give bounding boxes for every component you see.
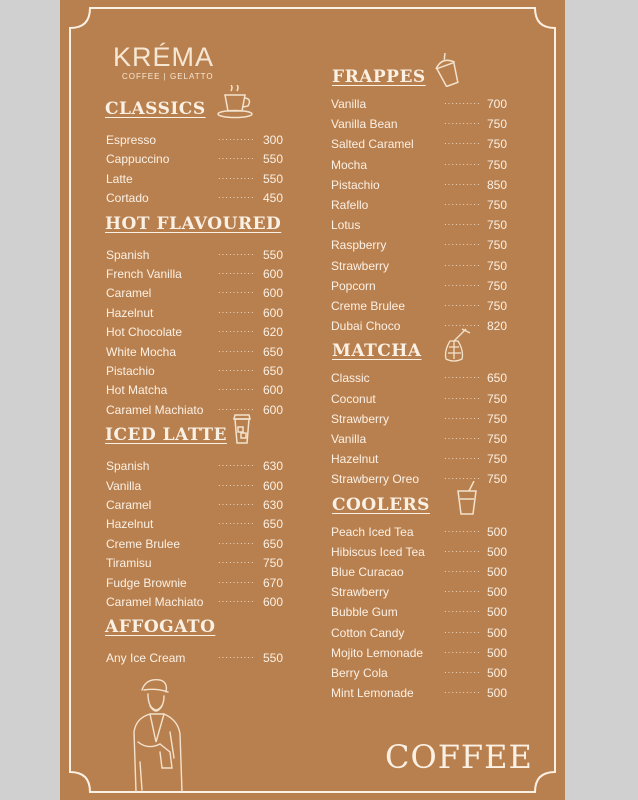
menu-item-name: French Vanilla [106,267,182,281]
leader-dots: ·········· [444,668,481,677]
leader-dots: ·········· [218,500,255,509]
menu-item-price: 650 [263,536,284,551]
menu-item-name: Hazelnut [106,517,154,532]
menu-item-name: Caramel [106,498,152,512]
leader-dots: ·········· [218,269,255,278]
menu-item-price: 750 [487,117,508,132]
menu-item-price: 750 [487,157,508,172]
section-title: COOLERS [332,494,430,515]
menu-item-price: 750 [487,137,508,152]
menu-item-price: 650 [263,344,284,359]
leader-dots: ·········· [444,567,481,576]
menu-item-name: Berry Cola [331,666,388,680]
menu-item-name: Salted Caramel [331,137,414,152]
menu-item-price: 450 [263,191,284,206]
leader-dots: ·········· [444,546,481,556]
menu-item-name: Strawberry [331,258,390,273]
menu-item-name: Fudge Brownie [106,575,187,590]
menu-item-price: 500 [487,645,508,660]
menu-item-name: Strawberry Oreo [331,472,420,487]
menu-item-name: Dubai Choco [331,319,401,334]
section-title: CLASSICS [105,99,206,119]
menu-item-price: 500 [487,544,508,559]
leader-dots: ·········· [218,193,255,203]
menu-item-price: 750 [487,198,508,212]
menu-item-name: Pistachio [106,364,155,378]
menu-item-name: Vanilla [331,432,367,446]
menu-item-price: 550 [263,247,284,262]
leader-dots: ·········· [444,526,481,536]
menu-item-name: Creme Brulee [106,536,181,551]
menu-item-name: Mojito Lemonade [331,645,424,660]
leader-dots: ·········· [444,607,481,617]
menu-item-price: 500 [487,585,508,600]
menu-item-name: Cortado [106,191,149,206]
leader-dots: ·········· [444,434,481,443]
menu-item-name: Pistachio [331,177,380,192]
brand-tagline: COFFEE | GELATTO [122,72,214,81]
menu-item-price: 500 [487,625,508,640]
menu-item-name: Hibiscus Iced Tea [331,544,425,559]
menu-item-name: Coconut [331,391,376,406]
iced-drink-icon [230,411,254,450]
menu-item-price: 750 [487,258,508,273]
menu-item-price: 630 [263,498,284,512]
leader-dots: ·········· [218,307,255,317]
menu-item-name: Rafello [331,198,369,212]
footer-title: COFFEE [385,738,533,776]
leader-dots: ·········· [444,454,481,464]
barista-illustration [120,672,190,792]
leader-dots: ·········· [218,385,255,395]
menu-item-name: Lotus [331,218,361,233]
menu-item-name: Spanish [106,459,150,474]
leader-dots: ·········· [218,366,255,375]
menu-item-price: 820 [487,319,508,334]
menu-item-price: 550 [263,171,284,186]
leader-dots: ·········· [444,139,481,149]
menu-item-name: Caramel [106,286,152,301]
leader-dots: ·········· [444,587,481,597]
menu-item-name: Hazelnut [106,305,154,320]
menu-card [60,0,565,800]
leader-dots: ·········· [444,373,481,383]
menu-item-name: Espresso [106,133,157,147]
menu-item-price: 750 [487,391,508,406]
menu-item-name: Raspberry [331,238,387,253]
menu-item-price: 650 [263,364,284,378]
menu-item-name: Cotton Candy [331,625,405,640]
menu-item-name: Bubble Gum [331,605,398,620]
menu-item-name: Caramel Machiato [106,595,204,609]
leader-dots: ·········· [444,280,481,290]
menu-item-price: 600 [263,478,284,493]
leader-dots: ·········· [218,135,255,144]
menu-item-price: 600 [263,595,284,609]
menu-item-name: Latte [106,171,133,186]
menu-item-price: 850 [487,177,508,192]
menu-item-name: Tiramisu [106,556,152,571]
leader-dots: ·········· [444,240,481,250]
leader-dots: ·········· [444,99,481,108]
section-title: FRAPPES [332,67,426,87]
menu-item-price: 670 [263,575,284,590]
leader-dots: ·········· [444,413,481,423]
menu-item-price: 600 [263,402,284,417]
menu-item-name: Popcorn [331,278,376,293]
section-title: HOT FLAVOURED [105,213,282,234]
menu-item-price: 620 [263,325,284,340]
menu-item-price: 500 [487,565,508,579]
leader-dots: ·········· [218,327,255,337]
section-title: AFFOGATO [105,617,216,638]
menu-item-price: 500 [487,524,508,539]
leader-dots: ·········· [218,653,255,663]
menu-item-name: Any Ice Cream [106,651,186,666]
menu-item-price: 650 [263,517,284,532]
leader-dots: ·········· [218,461,255,471]
menu-item-name: Hot Chocolate [106,325,183,340]
leader-dots: ·········· [218,538,255,548]
leader-dots: ·········· [444,688,481,698]
cooler-glass-icon [454,481,480,520]
menu-item-price: 750 [487,238,508,253]
menu-item-price: 630 [263,459,284,474]
leader-dots: ·········· [444,159,481,169]
menu-item-price: 300 [263,133,284,147]
leader-dots: ·········· [444,200,481,209]
menu-item-price: 750 [487,218,508,233]
menu-item-name: Strawberry [331,585,390,600]
menu-item-price: 500 [487,686,508,701]
menu-item-name: Creme Brulee [331,299,406,313]
leader-dots: ·········· [444,474,481,484]
leader-dots: ·········· [218,154,255,164]
leader-dots: ·········· [218,597,255,606]
menu-item-price: 750 [263,556,284,571]
leader-dots: ·········· [444,393,481,403]
section-title: ICED LATTE [105,425,227,446]
leader-dots: ·········· [218,480,255,490]
menu-item-name: Classic [331,371,370,386]
menu-item-name: Caramel Machiato [106,402,204,417]
leader-dots: ·········· [218,577,255,587]
leader-dots: ·········· [218,519,255,529]
leader-dots: ·········· [218,288,255,298]
menu-item-price: 750 [487,472,508,487]
menu-item-price: 750 [487,299,508,313]
leader-dots: ·········· [218,346,255,356]
menu-item-name: Spanish [106,247,150,262]
menu-item-name: Vanilla [331,97,367,111]
section-title: MATCHA [332,341,422,362]
leader-dots: ·········· [444,179,481,189]
leader-dots: ·········· [444,321,481,331]
menu-item-name: Cappuccino [106,152,170,167]
menu-item-price: 600 [263,305,284,320]
matcha-whisk-icon [436,327,474,368]
menu-item-price: 750 [487,278,508,293]
menu-item-price: 550 [263,152,284,167]
menu-item-price: 750 [487,411,508,426]
menu-item-price: 700 [487,97,508,111]
leader-dots: ·········· [444,119,481,129]
menu-item-name: Hazelnut [331,452,379,467]
leader-dots: ·········· [218,173,255,183]
menu-item-name: Mint Lemonade [331,686,414,701]
menu-item-name: Blue Curacao [331,565,404,579]
menu-item-name: White Mocha [106,344,177,359]
menu-item-name: Mocha [331,157,368,172]
leader-dots: ·········· [444,260,481,270]
coffee-cup-icon [215,85,257,124]
leader-dots: ·········· [218,558,255,568]
menu-item-name: Vanilla [106,478,142,493]
menu-item-price: 650 [487,371,508,386]
leader-dots: ·········· [444,647,481,657]
menu-item-name: Hot Matcha [106,383,168,398]
menu-item-price: 750 [487,452,508,467]
leader-dots: ·········· [444,220,481,230]
menu-item-price: 600 [263,286,284,301]
leader-dots: ·········· [218,249,255,259]
menu-item-price: 500 [487,605,508,620]
menu-item-price: 600 [263,383,284,398]
leader-dots: ·········· [218,404,255,414]
menu-item-price: 600 [263,267,284,281]
menu-item-name: Vanilla Bean [331,117,398,132]
leader-dots: ·········· [444,627,481,637]
menu-item-price: 550 [263,651,284,666]
menu-item-name: Peach Iced Tea [331,524,414,539]
menu-item-price: 500 [487,666,508,680]
leader-dots: ·········· [444,301,481,310]
menu-item-price: 750 [487,432,508,446]
menu-item-name: Strawberry [331,411,390,426]
frappe-cup-icon [430,53,466,92]
brand-logo: KRÉMA [113,42,215,72]
